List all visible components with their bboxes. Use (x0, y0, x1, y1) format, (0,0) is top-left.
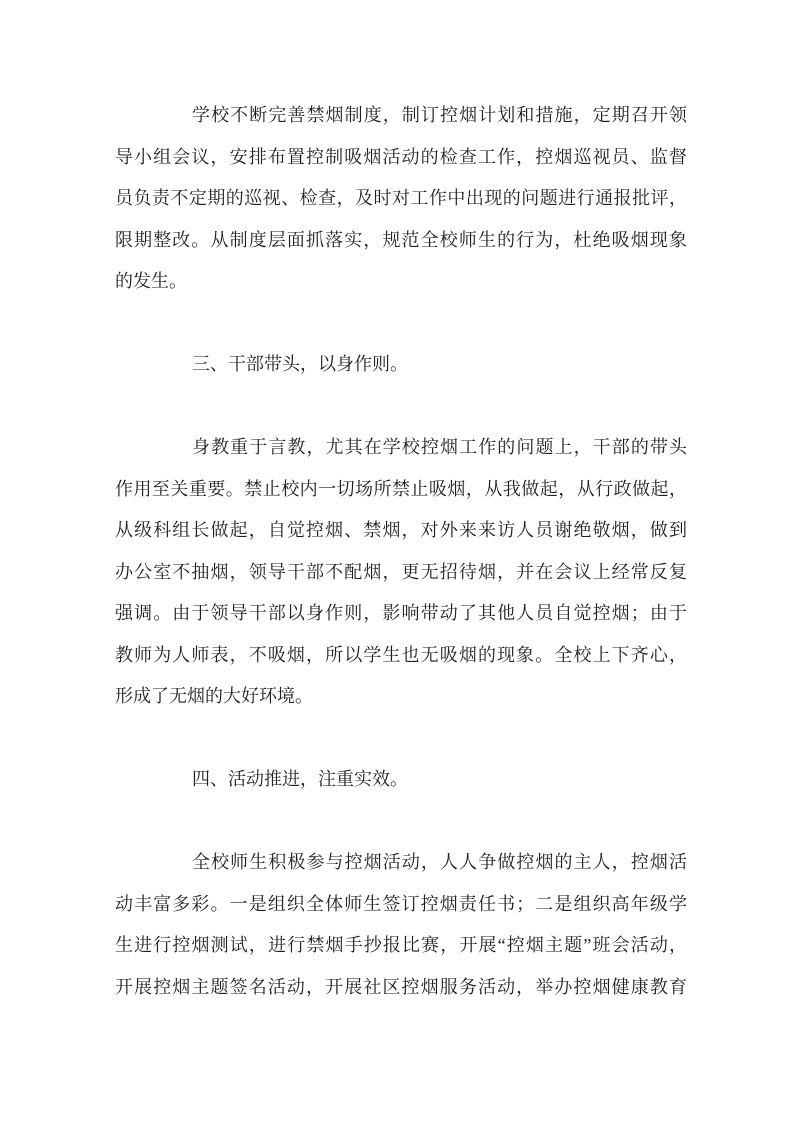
text-line: 开展控烟主题签名活动，开展社区控烟服务活动，举办控烟健康教育 (115, 976, 687, 997)
section-heading-three (115, 344, 687, 386)
text-line: 员负责不定期的巡视、检查，及时对工作中出现的问题进行通报批评， (115, 188, 687, 208)
section-heading-four (115, 759, 687, 801)
text-line: 教师为人师表，不吸烟，所以学生也无吸烟的现象。全校上下齐心， (115, 644, 687, 665)
paragraph-activities (115, 842, 687, 1008)
text-line: 办公室不抽烟，领导干部不配烟，更无招待烟，并在会议上经常反复 (115, 561, 687, 582)
heading-text-line: 四、活动推进，注重实效。 (192, 769, 408, 789)
text-line: 从级科组长做起，自觉控烟、禁烟，对外来来访人员谢绝敬烟，做到 (115, 520, 687, 540)
text-line: 生进行控烟测试，进行禁烟手抄报比赛，开展“控烟主题”班会活动， (115, 935, 687, 955)
text-line: 动丰富多彩。一是组织全体师生签订控烟责任书；二是组织高年级学 (115, 893, 687, 914)
paragraph-system-implementation (115, 95, 687, 303)
paragraph-leading-by-example (115, 427, 687, 718)
text-line: 全校师生积极参与控烟活动，人人争做控烟的主人，控烟活 (192, 852, 687, 872)
document-page (115, 95, 687, 1050)
text-line: 身教重于言教，尤其在学校控烟工作的问题上，干部的带头 (192, 437, 687, 457)
text-line: 的发生。 (115, 271, 187, 291)
text-line: 作用至关重要。禁止校内一切场所禁止吸烟，从我做起，从行政做起， (115, 478, 687, 499)
heading-text-line: 三、干部带头，以身作则。 (192, 354, 408, 374)
text-line: 限期整改。从制度层面抓落实，规范全校师生的行为，杜绝吸烟现象 (115, 229, 687, 250)
text-line: 导小组会议，安排布置控制吸烟活动的检查工作，控烟巡视员、监督 (115, 146, 687, 167)
text-line: 强调。由于领导干部以身作则，影响带动了其他人员自觉控烟；由于 (115, 603, 687, 623)
text-line: 学校不断完善禁烟制度，制订控烟计划和措施，定期召开领 (192, 105, 687, 125)
text-line: 形成了无烟的大好环境。 (115, 686, 313, 706)
